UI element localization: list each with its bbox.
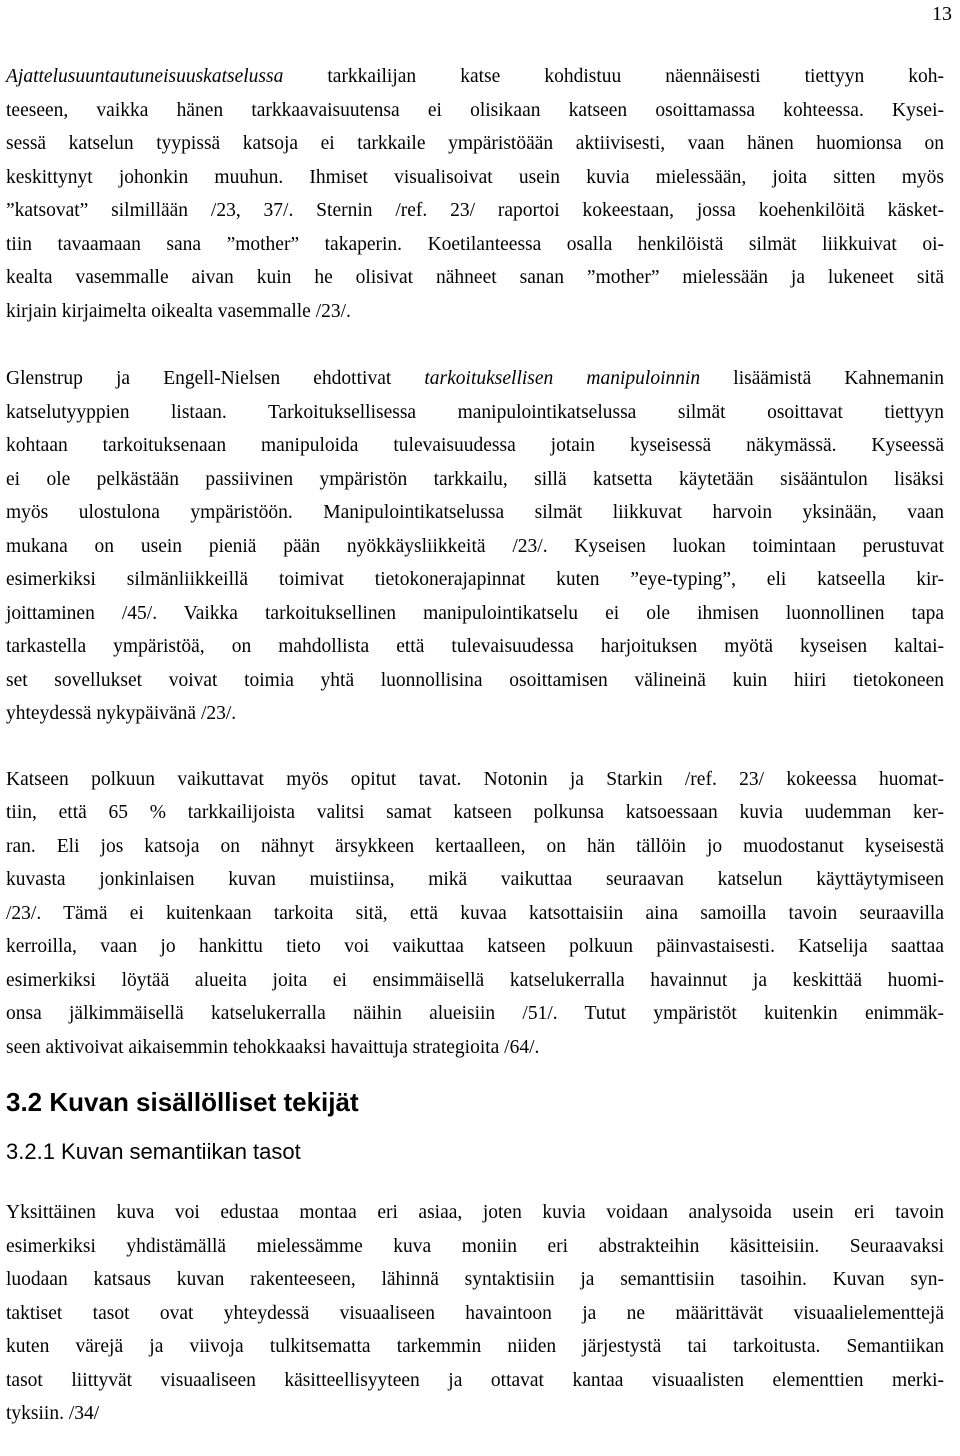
text-span: kirjain kirjaimelta oikealta vasemmalle /23/. [6,300,351,322]
text-line [6,1330,944,1364]
text-span: Katseen polkuun vaikuttavat myös opitut tavat. Notonin ja Starkin /ref. 23/ kokeessa huomat- [6,768,944,790]
paragraph-learned-habits [6,763,944,1065]
document-body [6,60,944,1431]
text-line [6,496,944,530]
text-line [6,630,944,664]
text-span: kealta vasemmalle aivan kuin he olisivat nähneet sanan ”mother” mielessään ja lukeneet sitä [6,267,944,288]
paragraph-intentional-manipulation [6,362,944,731]
subsection-heading: 3.2.1 Kuvan semantiikan tasot [6,1139,301,1164]
text-line [6,1397,944,1431]
text-line [6,194,944,228]
text-span: ran. Eli jos katsoja on nähnyt ärsykkeen kertaalleen, on hän tällöin jo muodostanut kyseisestä [6,835,944,857]
text-line [6,261,944,295]
text-span: taktiset tasot ovat yhteydessä visuaaliseen havaintoon ja ne määrittävät visuaalielementtejä [6,1302,944,1324]
text-span: esimerkiksi silmänliikkeillä toimivat tietokonerajapinnat kuten ”eye-typing”, eli katseella kir- [6,569,944,590]
text-line [6,429,944,463]
text-line [6,1031,944,1065]
text-line [6,930,944,964]
text-span: joittaminen /45/. Vaikka tarkoituksellinen manipulointikatselu ei ole ihmisen luonnollinen tapa [6,602,944,624]
text-span: keskittynyt johonkin muuhun. Ihmiset visualisoivat usein kuvia mielessään, joita sitten myös [6,166,944,188]
text-span: tyksiin. /34/ [6,1403,100,1424]
text-line [6,161,944,195]
emphasized-term: Ajattelusuuntautuneisuuskatselussa [6,66,284,87]
text-line [6,830,944,864]
text-line [6,964,944,998]
text-line [6,664,944,698]
text-span: lisäämistä Kahnemanin [700,368,944,389]
text-span: kuten värejä ja viivoja tulkitsematta tarkemmin niiden järjestystä tai tarkoitusta. Semantiikan [6,1336,944,1357]
text-line [6,597,944,631]
text-line [6,463,944,497]
section-heading: 3.2 Kuvan sisällölliset tekijät [6,1087,359,1117]
text-span: kohtaan tarkoituksenaan manipuloida tulevaisuudessa jotain kyseisessä näkymässä. Kyseessä [6,435,944,456]
text-line [6,530,944,564]
text-span: tarkastella ympäristöä, on mahdollista että tulevaisuudessa harjoituksen myötä kyseisen kaltai- [6,636,944,657]
text-line [6,897,944,931]
text-line [6,1196,944,1230]
paragraph-semantic-levels [6,1196,944,1431]
text-span: katselutyyppien listaan. Tarkoituksellisessa manipulointikatselussa silmät osoittavat tiettyyn [6,401,944,423]
text-line [6,563,944,597]
text-span: tasot liittyvät visuaaliseen käsitteellisyyteen ja ottavat kantaa visuaalisten elementtien merki- [6,1369,944,1391]
text-line [6,1263,944,1297]
text-span: Yksittäinen kuva voi edustaa montaa eri asiaa, joten kuvia voidaan analysoida usein eri tavoin [6,1202,944,1223]
text-span: ei ole pelkästään passiivinen ympäristön tarkkailu, sillä katsetta käytetään sisääntulon lisäksi [6,468,944,490]
text-span: tarkkailijan katse kohdistuu näennäisesti tiettyyn koh- [283,66,944,87]
text-line [6,228,944,262]
text-span: luodaan katsaus kuvan rakenteeseen, lähinnä syntaktisiin ja semanttisiin tasoihin. Kuvan syn- [6,1269,944,1290]
emphasized-term: tarkoituksellisen manipuloinnin [424,368,701,389]
text-span: ”katsovat” silmillään /23, 37/. Sternin /ref. 23/ raportoi kokeestaan, jossa koehenkilöitä käsket- [6,200,944,221]
text-span: tiin, että 65 % tarkkailijoista valitsi samat katseen polkunsa katsoessaan kuvia uudemman ker- [6,802,944,823]
paragraph-attention-oriented-viewing [6,60,944,328]
text-span: mukana on usein pieniä pään nyökkäysliikkeitä /23/. Kyseisen luokan toimintaan perustuvat [6,535,944,557]
text-span: kuvasta jonkinlaisen kuvan muistiinsa, mikä vaikuttaa seuraavan katselun käyttäytymiseen [6,869,944,890]
text-line [6,127,944,161]
text-span: Glenstrup ja Engell-Nielsen ehdottivat [6,368,425,389]
page-number: 13 [932,3,952,25]
text-span: seen aktivoivat aikaisemmin tehokkaaksi havaittuja strategioita /64/. [6,1036,540,1058]
text-line [6,997,944,1031]
text-line [6,60,944,94]
text-span: /23/. Tämä ei kuitenkaan tarkoita sitä, että kuvaa katsottaisiin aina samoilla tavoin seuraavilla [6,902,944,924]
text-line [6,863,944,897]
text-line [6,295,944,329]
text-span: teeseen, vaikka hänen tarkkaavaisuutensa ei olisikaan katseen osoittamassa kohteessa. Kysei- [6,99,944,121]
text-span: set sovellukset voivat toimia yhtä luonnollisina osoittamisen välineinä kuin hiiri tietokoneen [6,669,944,691]
text-span: onsa jälkimmäisellä katselukerralla näihin alueisiin /51/. Tutut ympäristöt kuitenkin enimmäk- [6,1003,944,1024]
text-line [6,1364,944,1398]
text-line [6,1297,944,1331]
text-line [6,362,944,396]
text-span: kerroilla, vaan jo hankittu tieto voi vaikuttaa katseen polkuun päinvastaisesti. Katselija saattaa [6,936,944,957]
text-line [6,396,944,430]
text-span: esimerkiksi löytää alueita joita ei ensimmäisellä katselukerralla havainnut ja keskittää huomi- [6,969,944,991]
text-span: tiin tavaamaan sana ”mother” takaperin. Koetilanteessa osalla henkilöistä silmät liikkuivat oi- [6,233,944,255]
text-line [6,796,944,830]
text-line [6,94,944,128]
text-line [6,697,944,731]
text-line [6,763,944,797]
text-line [6,1230,944,1264]
text-span: myös ulostulona ympäristöön. Manipulointikatselussa silmät liikkuvat harvoin yksinään, vaan [6,502,944,523]
text-span: sessä katselun tyypissä katsoja ei tarkkaile ympäristöään aktiivisesti, vaan hänen huomionsa on [6,133,944,154]
text-span: yhteydessä nykypäivänä /23/. [6,703,237,724]
text-span: esimerkiksi yhdistämällä mielessämme kuva moniin eri abstrakteihin käsitteisiin. Seuraavaksi [6,1235,944,1257]
